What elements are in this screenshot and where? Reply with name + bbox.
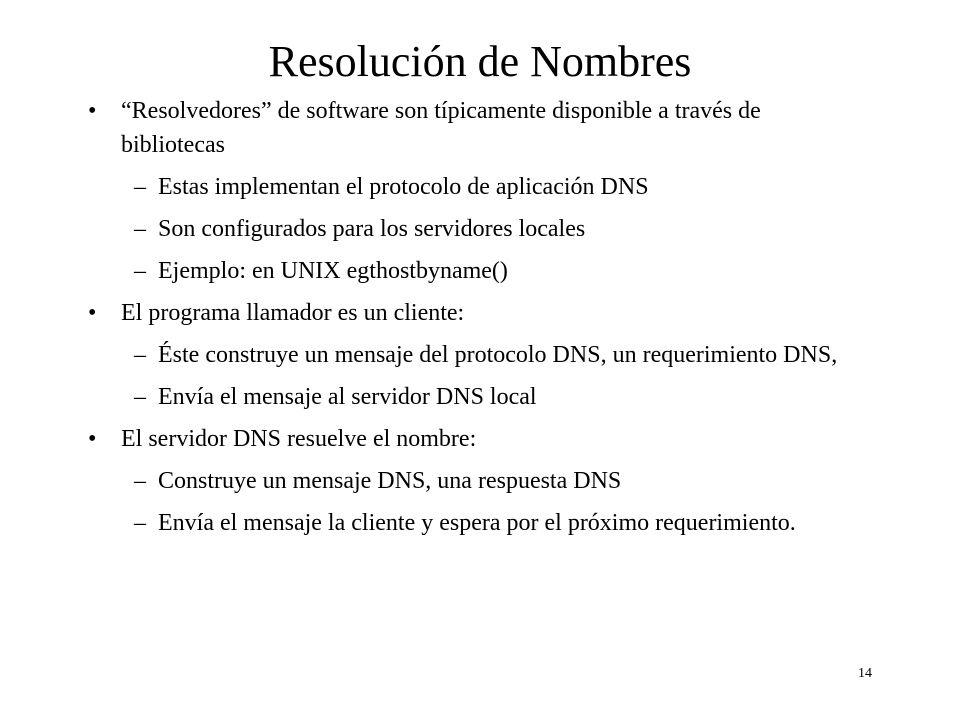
- sub-bullet-text: Envía el mensaje al servidor DNS local: [158, 384, 537, 410]
- sub-bullet-text: Ejemplo: en UNIX egthostbyname(): [158, 258, 508, 284]
- sub-bullet-marker: –: [134, 174, 146, 200]
- sub-bullet-marker: –: [134, 258, 146, 284]
- bullet-marker: •: [88, 98, 97, 124]
- sub-bullet-text: Éste construye un mensaje del protocolo DNS, un requerimiento DNS,: [158, 342, 838, 368]
- sub-bullet-item: [88, 170, 848, 204]
- sub-bullet-item: [88, 338, 848, 372]
- sub-bullet-text: Envía el mensaje la cliente y espera por el próximo requerimiento.: [158, 510, 796, 536]
- bullet-list: [88, 94, 848, 548]
- bullet-text: El servidor DNS resuelve el nombre:: [121, 426, 477, 452]
- bullet-item: [88, 296, 848, 330]
- sub-bullet-marker: –: [134, 216, 146, 242]
- sub-bullet-item: [88, 380, 848, 414]
- sub-bullet-marker: –: [134, 342, 146, 368]
- bullet-text: El programa llamador es un cliente:: [121, 300, 465, 326]
- sub-bullet-item: [88, 254, 848, 288]
- bullet-item: [88, 422, 848, 456]
- slide-title: Resolución de Nombres: [268, 37, 692, 86]
- sub-bullet-marker: –: [134, 384, 146, 410]
- page-number: 14: [858, 666, 872, 681]
- bullet-marker: •: [88, 426, 97, 452]
- sub-bullet-text: Construye un mensaje DNS, una respuesta DNS: [158, 468, 622, 494]
- sub-bullet-text: Estas implementan el protocolo de aplicación DNS: [158, 174, 649, 200]
- sub-bullet-marker: –: [134, 468, 146, 494]
- sub-bullet-item: [88, 464, 848, 498]
- sub-bullet-text: Son configurados para los servidores locales: [158, 216, 586, 242]
- sub-bullet-item: [88, 506, 848, 540]
- sub-bullet-item: [88, 212, 848, 246]
- bullet-marker: •: [88, 300, 97, 326]
- bullet-item: [88, 94, 848, 162]
- sub-bullet-marker: –: [134, 510, 146, 536]
- bullet-text: “Resolvedores” de software son típicamente disponible a través de bibliotecas: [121, 98, 761, 158]
